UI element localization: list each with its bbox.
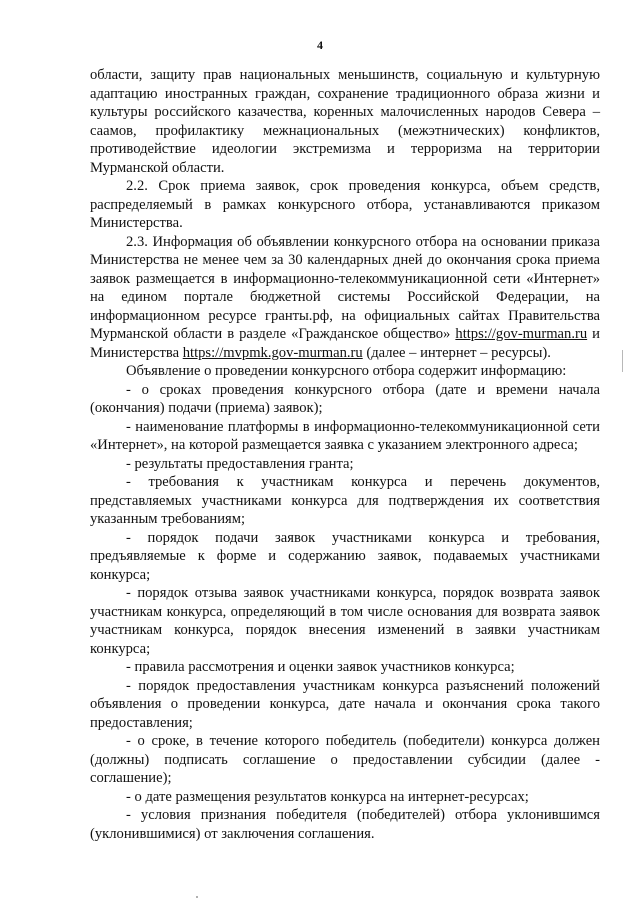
paragraph-continuation: области, защиту прав национальных меньшинств, социальную и культурную адаптацию иностранных граждан, сохранение традиционного образа жизни и культуры российского казачества, коренных малочисленных народов Севера – саамов, профилактику межнациональных (межэтнических) конфликтов, противодействие идеологии экстремизма и терроризма на территории Мурманской области. xyxy=(90,67,600,176)
list-item: - порядок подачи заявок участниками конкурса и требования, предъявляемые к форме и содержанию заявок, подаваемых участниками конкурса; xyxy=(90,529,600,583)
list-item: - о сроках проведения конкурсного отбора (дате и времени начала (окончания) подачи (приема) заявок); xyxy=(90,381,600,416)
list-item: - требования к участникам конкурса и перечень документов, представляемых участниками конкурса для подтверждения их соответствия указанным требованиям; xyxy=(90,474,600,527)
paragraph-2-3-text-end: (далее – интернет – ресурсы). xyxy=(362,344,551,361)
scan-artifact-dot xyxy=(196,896,198,898)
list-item: - порядок отзыва заявок участниками конкурса, порядок возврата заявок участникам конкурса, определяющий в том числе основания для возврата заявок участникам конкурса, порядок внесения изменений в заявки участникам конкурса; xyxy=(90,585,600,657)
paragraph-2-3-text-start: 2.3. Информация об объявлении конкурсного отбора на основании приказа Министерства не менее чем за 30 календарных дней до окончания срока приема заявок размещается в информационно-телекоммуникационной сети «Интернет» на едином портале бюджетной системы Российской Федерации, на информационном ресурсе гранты.рф, на официальных сайтах Правительства Мурманской области в разделе «Гражданское общество» xyxy=(90,233,600,342)
paragraph-2-3 xyxy=(90,233,600,363)
list-item: - о сроке, в течение которого победитель (победители) конкурса должен (должны) подписать соглашение о предоставлении субсидии (далее - соглашение); xyxy=(90,733,600,786)
document-body xyxy=(90,66,600,843)
paragraph-2-3-text-middle: и Министерства xyxy=(90,326,600,361)
list-item: - условия признания победителя (победителей) отбора уклонившимся (уклонившимися) от заключения соглашения. xyxy=(90,807,600,842)
gov-murman-link[interactable]: https://gov-murman.ru xyxy=(455,326,588,342)
page-number: 4 xyxy=(317,38,323,52)
list-item: - о дате размещения результатов конкурса на интернет-ресурсах; xyxy=(126,788,529,805)
list-item: - порядок предоставления участникам конкурса разъяснений положений объявления о проведении конкурса, дате начала и окончания срока такого предоставления; xyxy=(90,677,600,731)
announcement-intro: Объявление о проведении конкурсного отбора содержит информацию: xyxy=(126,363,567,379)
paragraph-2-2: 2.2. Срок приема заявок, срок проведения конкурса, объем средств, распределяемый в рамках конкурсного отбора, устанавливаются приказом Министерства. xyxy=(90,178,600,231)
list-item: - результаты предоставления гранта; xyxy=(126,455,354,472)
scan-artifact-mark xyxy=(622,350,623,372)
list-item: - правила рассмотрения и оценки заявок участников конкурса; xyxy=(126,659,515,675)
list-item: - наименование платформы в информационно-телекоммуникационной сети «Интернет», на которой размещается заявка с указанием электронного адреса; xyxy=(90,418,600,453)
ministry-site-link[interactable]: https://mvpmk.gov-murman.ru xyxy=(182,344,363,361)
